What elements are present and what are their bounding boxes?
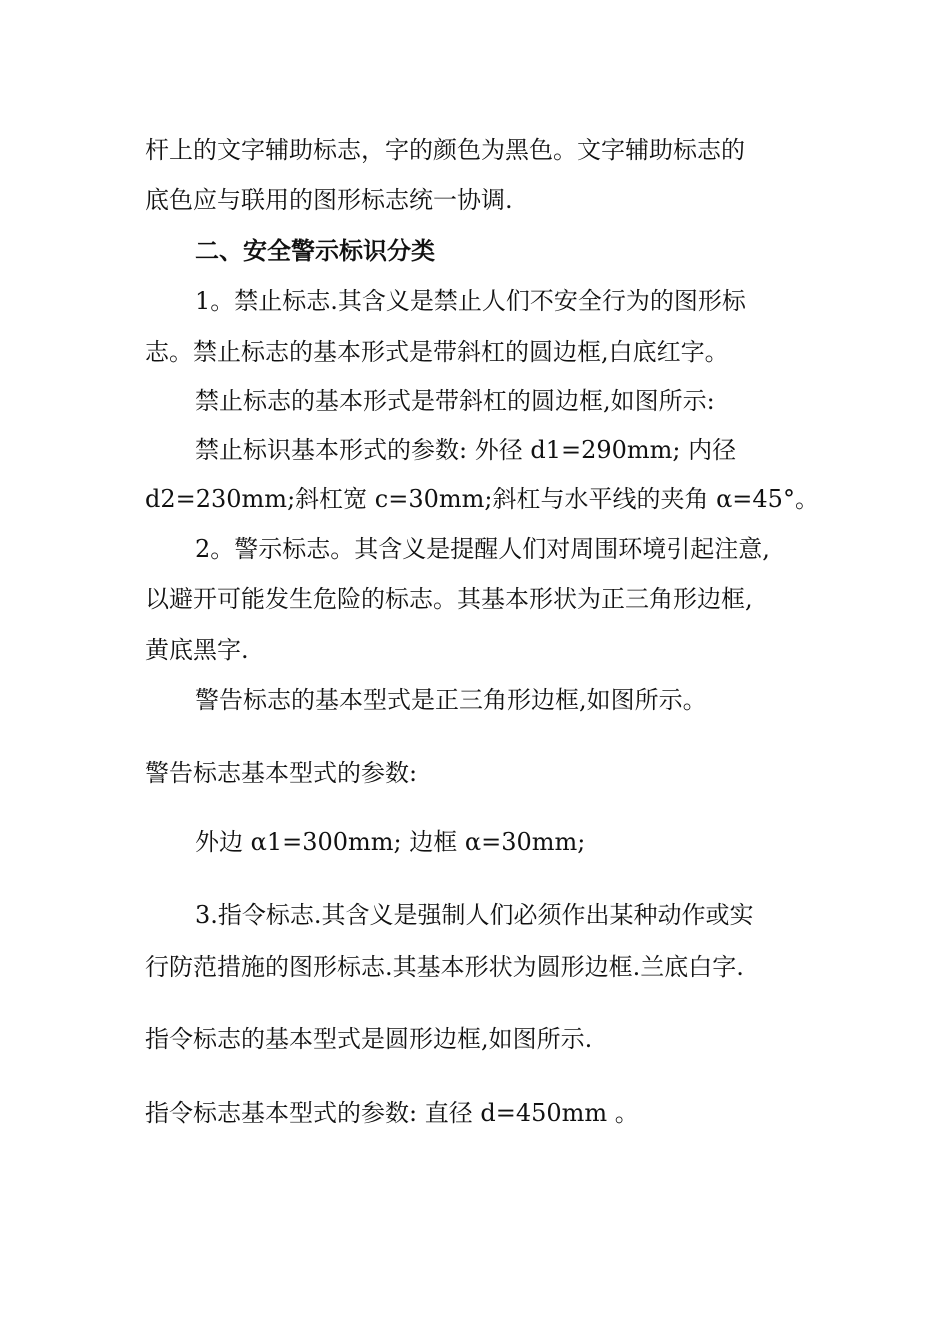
paragraph-line: 志。禁止标志的基本形式是带斜杠的圆边框,白底红字。 — [145, 338, 729, 366]
paragraph-line: 以避开可能发生危险的标志。其基本形状为正三角形边框, — [145, 585, 753, 613]
paragraph-line: d2=230mm;斜杠宽 c=30mm;斜杠与水平线的夹角 α=45°。 — [145, 485, 819, 513]
paragraph-line: 2。警示标志。其含义是提醒人们对周围环境引起注意, — [195, 535, 770, 563]
paragraph-line: 禁止标识基本形式的参数: 外径 d1=290mm; 内径 — [195, 436, 737, 464]
paragraph-line: 底色应与联用的图形标志统一协调. — [145, 186, 513, 214]
paragraph-line: 1。禁止标志.其含义是禁止人们不安全行为的图形标 — [195, 287, 746, 315]
paragraph-line: 黄底黑字. — [145, 636, 249, 664]
paragraph-line: 禁止标志的基本形式是带斜杠的圆边框,如图所示: — [195, 387, 715, 415]
paragraph-line: 指令标志基本型式的参数: 直径 d=450mm 。 — [145, 1099, 639, 1127]
paragraph-line: 警告标志的基本型式是正三角形边框,如图所示。 — [195, 686, 707, 714]
paragraph-line: 杆上的文字辅助标志，字的颜色为黑色。文字辅助标志的 — [145, 136, 745, 164]
paragraph-line: 指令标志的基本型式是圆形边框,如图所示. — [145, 1025, 593, 1053]
paragraph-line: 外边 α1=300mm; 边框 α=30mm; — [195, 828, 586, 856]
paragraph-line: 警告标志基本型式的参数: — [145, 759, 418, 787]
paragraph-line: 3.指令标志.其含义是强制人们必须作出某种动作或实 — [195, 901, 754, 929]
section-heading: 二、安全警示标识分类 — [195, 237, 435, 265]
paragraph-line: 行防范措施的图形标志.其基本形状为圆形边框.兰底白字. — [145, 953, 744, 981]
